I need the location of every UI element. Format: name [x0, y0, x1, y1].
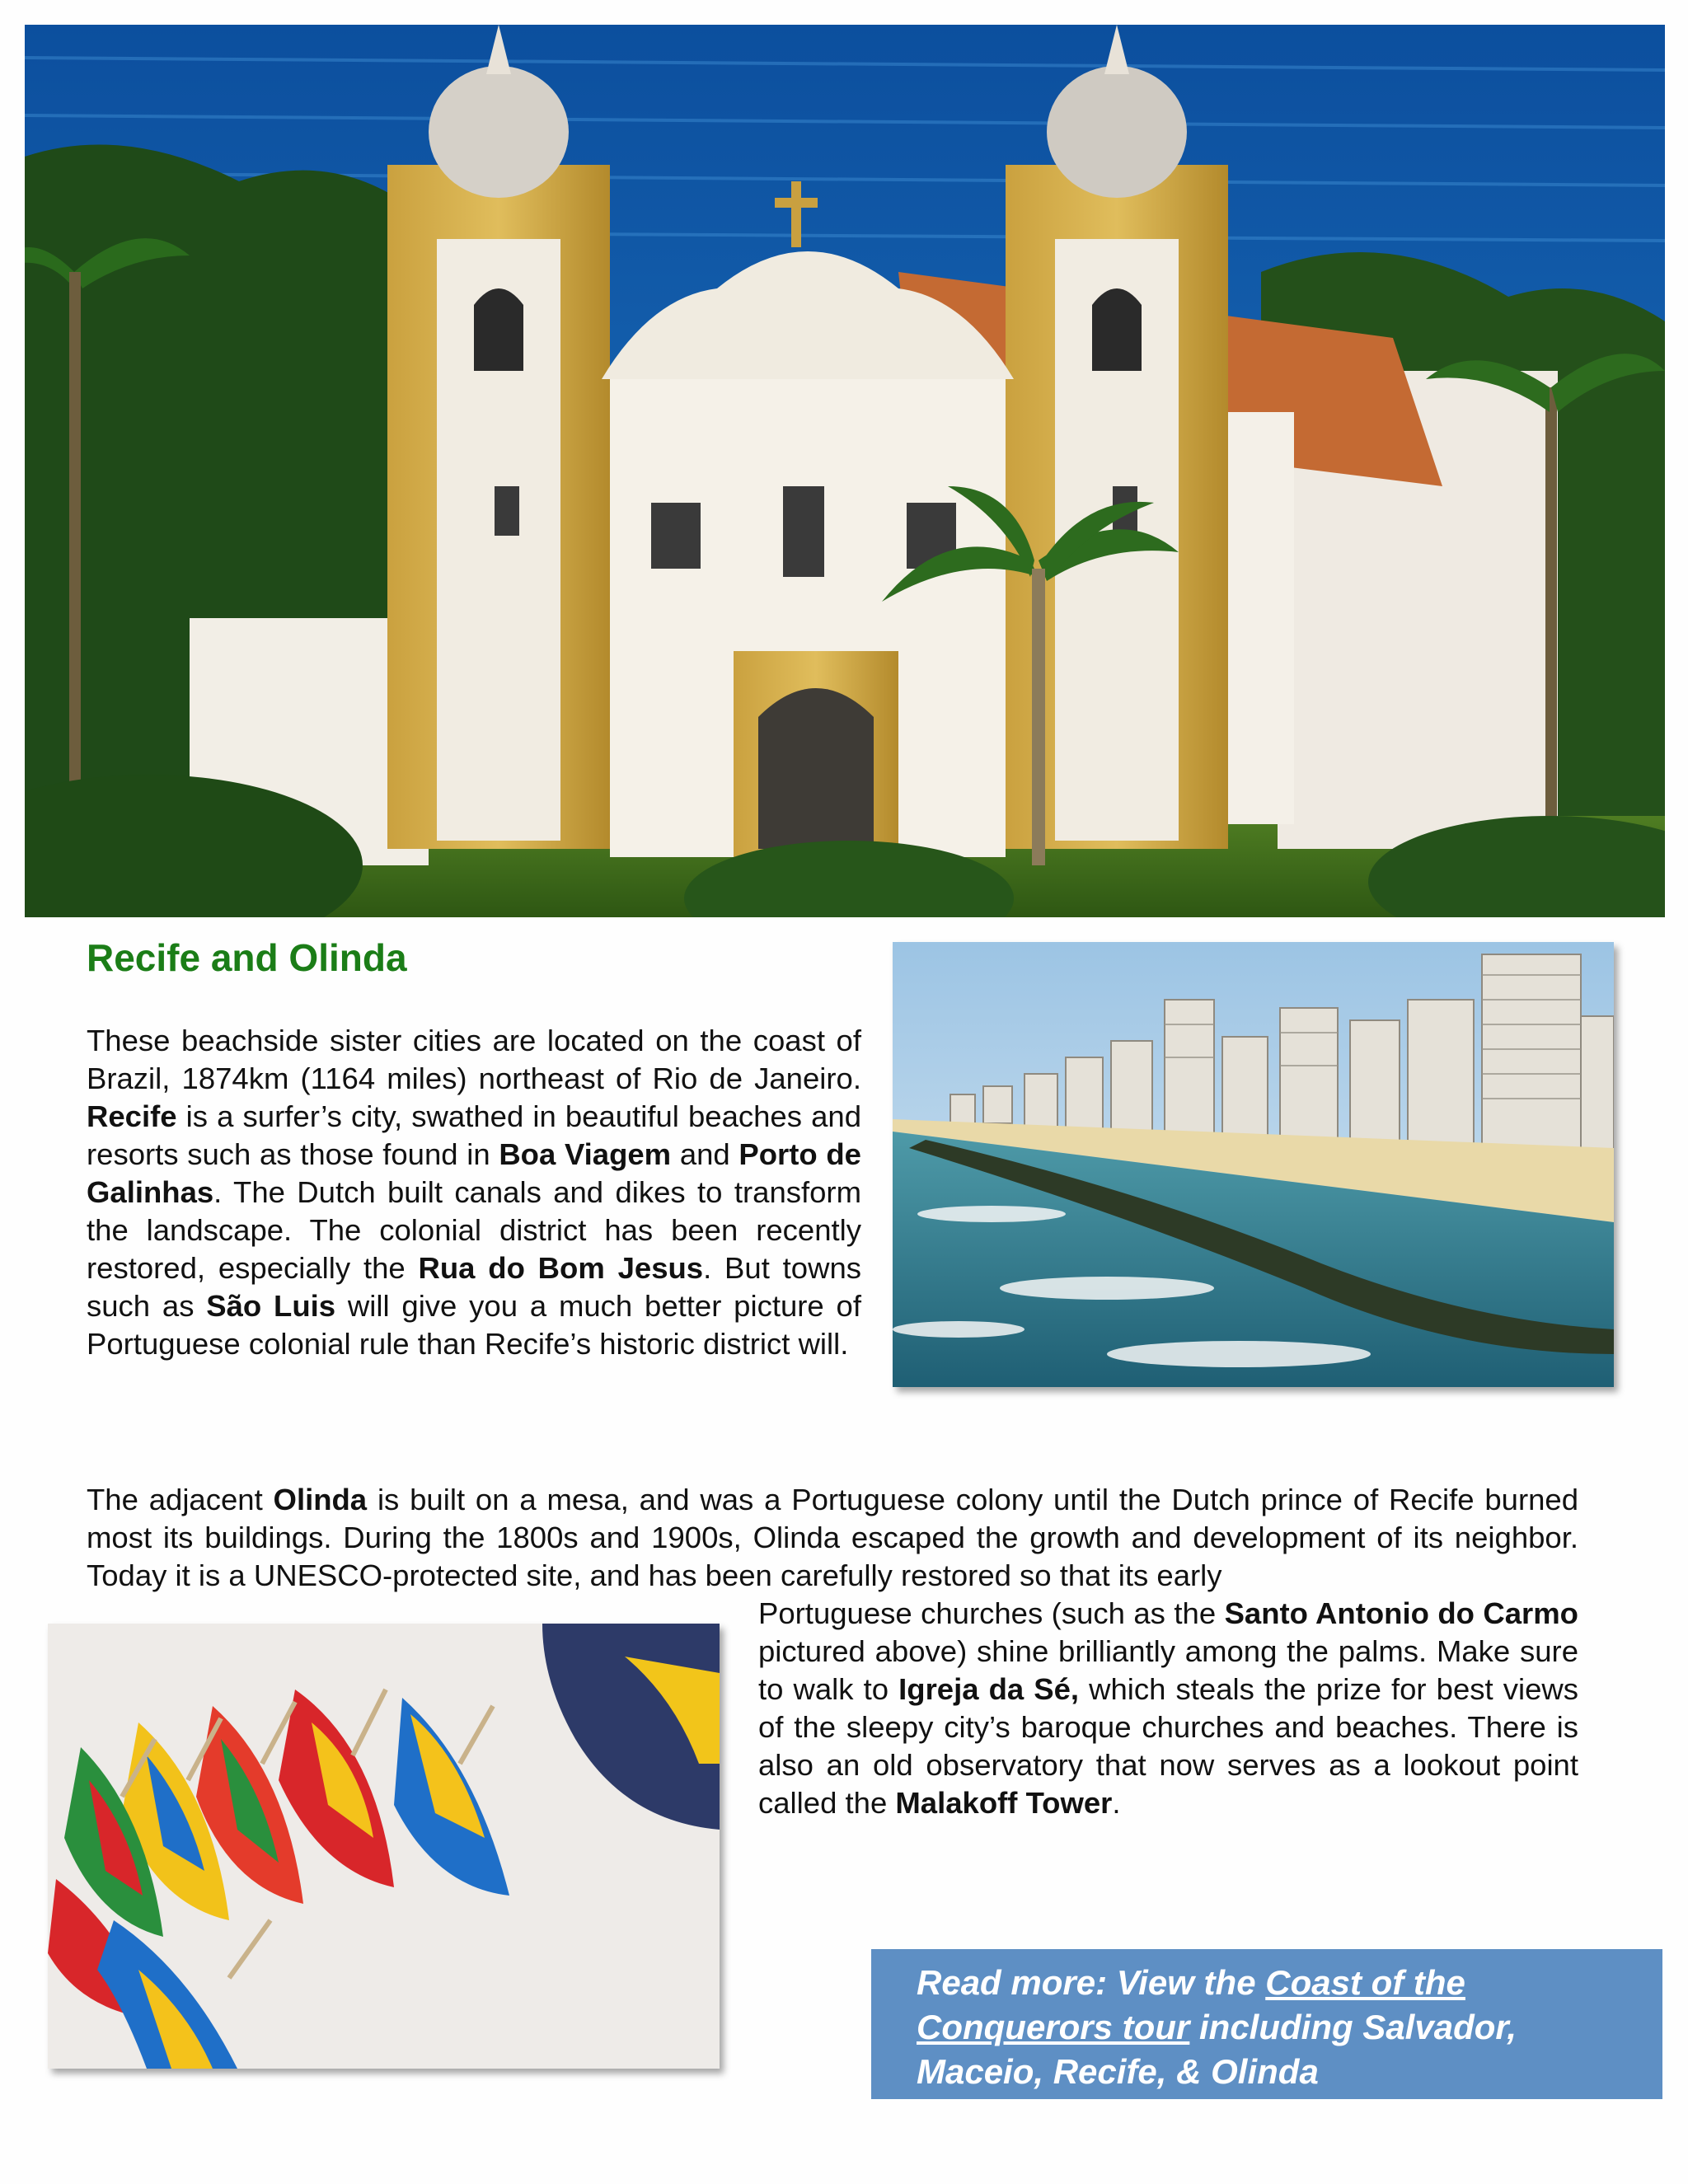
text-run: . — [1112, 1786, 1121, 1820]
bold-term: Santo Antonio do Carmo — [1224, 1596, 1578, 1630]
text-run: will give you a much better picture of Portuguese colonial rule than Recife’s historic district will. — [87, 1289, 861, 1361]
text-run: is built on a mesa, and was a Portuguese colony until the Dutch prince of Recife burned most its buildings. During the 1800s and 1900s, Olinda escaped the growth and development of its neighbor. Today it is a UNESCO-protected site, and has been carefully restored so that its early — [87, 1483, 1578, 1592]
bold-term: Boa Viagem — [499, 1137, 672, 1171]
text-run: . The Dutch built canals and dikes to transform the landscape. The colonial district has been recently restored, especially the — [87, 1175, 861, 1285]
article-heading: Recife and Olinda — [87, 936, 407, 979]
text-run: is a surfer’s city, swathed in beautiful beaches and resorts such as those found in — [87, 1099, 861, 1171]
bold-term: Rua do Bom Jesus — [418, 1251, 704, 1285]
beach-photo — [893, 942, 1614, 1387]
text-run: pictured above) shine brilliantly among the palms. Make sure to walk to — [758, 1634, 1578, 1706]
text-run: These beachside sister cities are located on the coast of Brazil, 1874km (1164 miles) northeast of Rio de Janeiro. — [87, 1024, 861, 1095]
read-more-prefix: Read more: View the — [917, 1963, 1266, 2002]
bold-term: São Luis — [206, 1289, 336, 1323]
coast-of-conquerors-link[interactable]: Coast of the Conquerors tour — [917, 1963, 1465, 2046]
paragraph-olinda — [87, 1481, 1578, 1595]
text-run: Portuguese churches (such as the — [758, 1596, 1225, 1630]
bold-term: Porto de Galinhas — [87, 1137, 861, 1209]
text-run: which steals the prize for best views of the sleepy city’s baroque churches and beaches. There is also an old observatory that now serves as a lookout point called the — [758, 1672, 1578, 1820]
church-photo — [25, 25, 1665, 917]
text-run: and — [671, 1137, 739, 1171]
bold-term: Olinda — [273, 1483, 368, 1516]
text-run: . But towns such as — [87, 1251, 861, 1323]
text-run: The adjacent — [87, 1483, 274, 1516]
umbrellas-photo — [48, 1624, 720, 2069]
paragraph-churches — [758, 1595, 1578, 1822]
read-more-suffix: including Salvador, Maceio, Recife, & Olinda — [917, 2008, 1517, 2091]
paragraph-recife — [87, 1022, 861, 1363]
bold-term: Malakoff Tower — [895, 1786, 1113, 1820]
read-more-box — [871, 1949, 1662, 2099]
bold-term: Igreja da Sé, — [898, 1672, 1080, 1706]
bold-term: Recife — [87, 1099, 177, 1133]
